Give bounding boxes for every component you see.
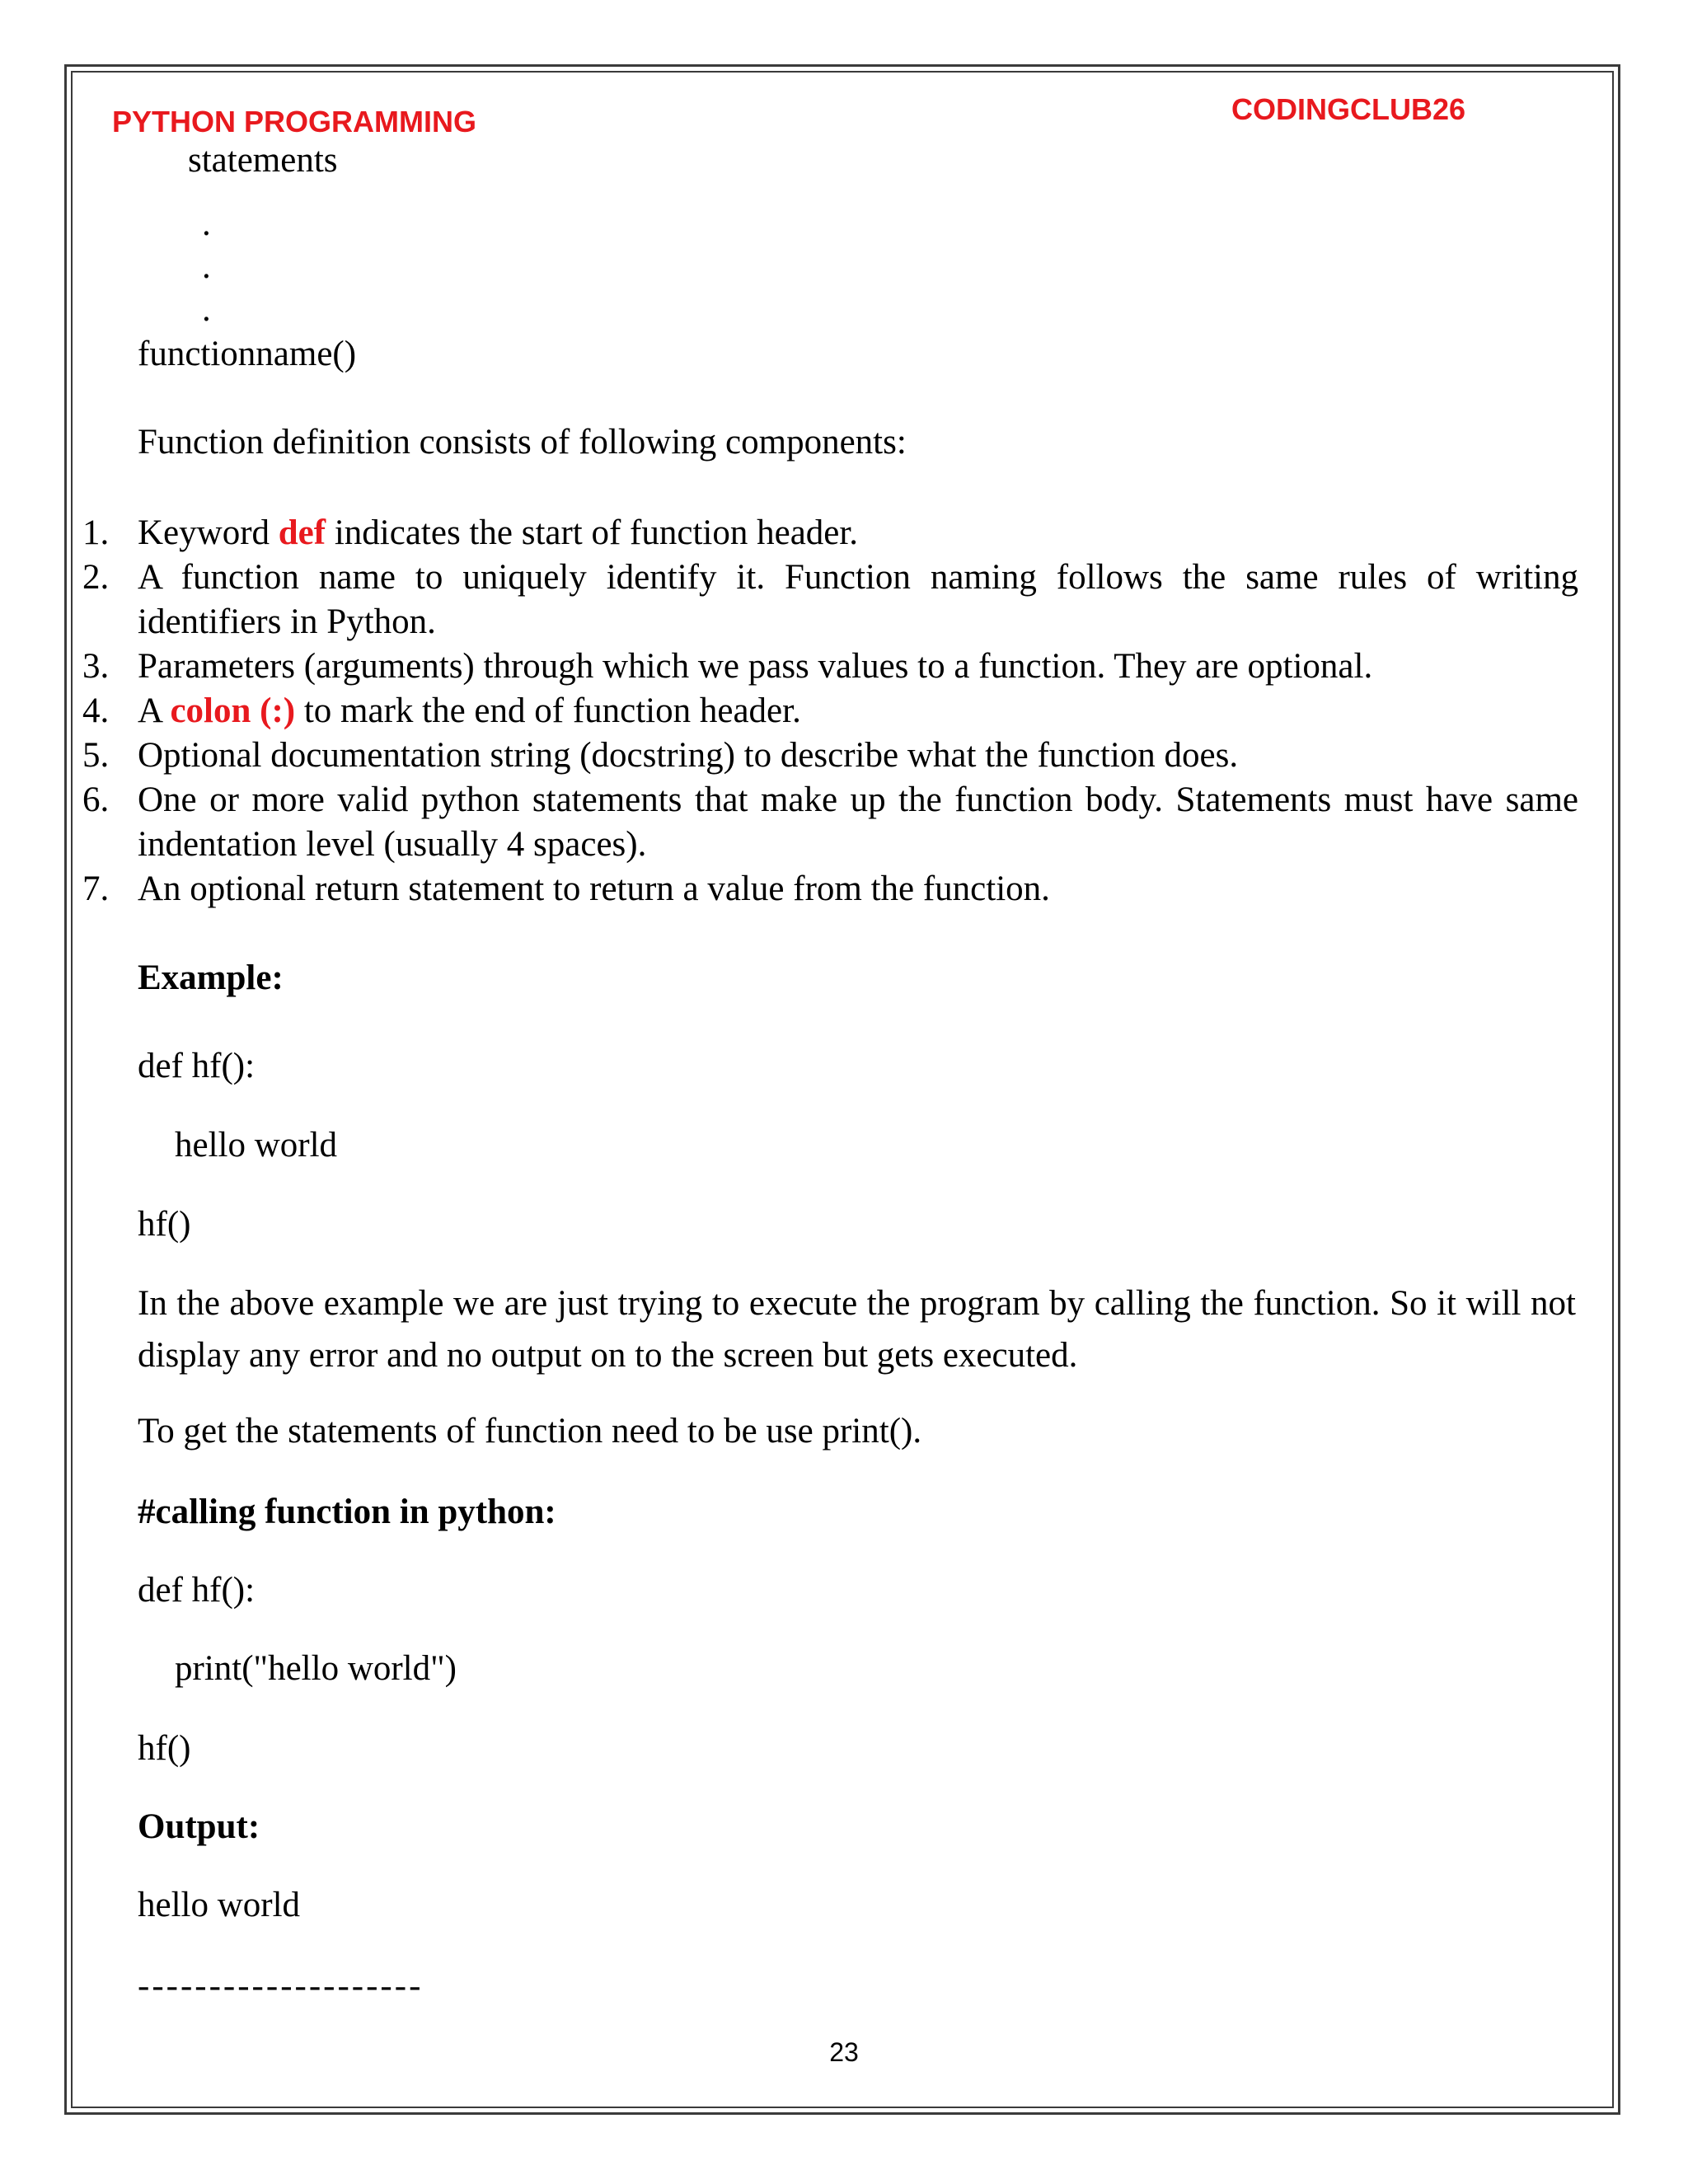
separator-line: -------------------- [138, 1966, 424, 2005]
ellipsis-dot-3: . [202, 290, 211, 329]
code-line: hf() [138, 1729, 191, 1768]
print-note: To get the statements of function need to be use print(). [138, 1412, 922, 1451]
list-number: 4. [82, 691, 110, 730]
list-item [82, 644, 1578, 689]
code-line: print("hello world") [175, 1649, 457, 1688]
list-number: 2. [82, 558, 110, 597]
ellipsis-dot-1: . [202, 204, 211, 243]
header-brand: CODINGCLUB26 [1231, 92, 1466, 126]
list-text: A function name to uniquely identify it. Function naming follows the same rules of writing identifiers in Python. [138, 558, 1578, 641]
function-call-text: functionname() [138, 335, 357, 373]
code-line: def hf(): [138, 1571, 256, 1610]
list-text: Keyword def indicates the start of function header. [138, 513, 859, 552]
components-list [82, 511, 1578, 912]
ellipsis-dot-2: . [202, 247, 211, 286]
list-item [82, 689, 1578, 733]
list-text: Parameters (arguments) through which we pass values to a function. They are optional. [138, 647, 1373, 686]
list-text: An optional return statement to return a value from the function. [138, 869, 1050, 908]
statements-text: statements [188, 141, 338, 180]
list-item [82, 511, 1578, 555]
code-line: hf() [138, 1205, 191, 1244]
output-value: hello world [138, 1886, 301, 1924]
list-number: 3. [82, 647, 110, 686]
list-text: Optional documentation string (docstring) to describe what the function does. [138, 736, 1239, 775]
output-heading: Output: [138, 1807, 260, 1846]
list-item [82, 555, 1578, 644]
code-line: hello world [175, 1126, 338, 1165]
list-number: 5. [82, 736, 110, 775]
example-heading: Example: [138, 958, 284, 997]
code-line: def hf(): [138, 1047, 256, 1085]
list-item [82, 733, 1578, 778]
page-number: 23 [829, 2037, 859, 2067]
list-number: 7. [82, 869, 110, 908]
header-title: PYTHON PROGRAMMING [112, 105, 477, 138]
list-item [82, 867, 1578, 912]
calling-function-heading: #calling function in python: [138, 1493, 556, 1531]
list-number: 1. [82, 513, 110, 552]
keyword-highlight: def [278, 513, 326, 552]
list-item [82, 778, 1578, 867]
definition-lead: Function definition consists of following components: [138, 423, 907, 462]
list-number: 6. [82, 780, 110, 819]
list-text: One or more valid python statements that make up the function body. Statements must have same indentation level (usually 4 spaces). [138, 780, 1578, 864]
list-text: A colon (:) to mark the end of function header. [138, 691, 801, 730]
colon-highlight: colon (:) [170, 691, 296, 730]
explanation-paragraph: In the above example we are just trying to execute the program by calling the function. So it will not display any error and no output on to the screen but gets executed. [138, 1284, 1576, 1375]
